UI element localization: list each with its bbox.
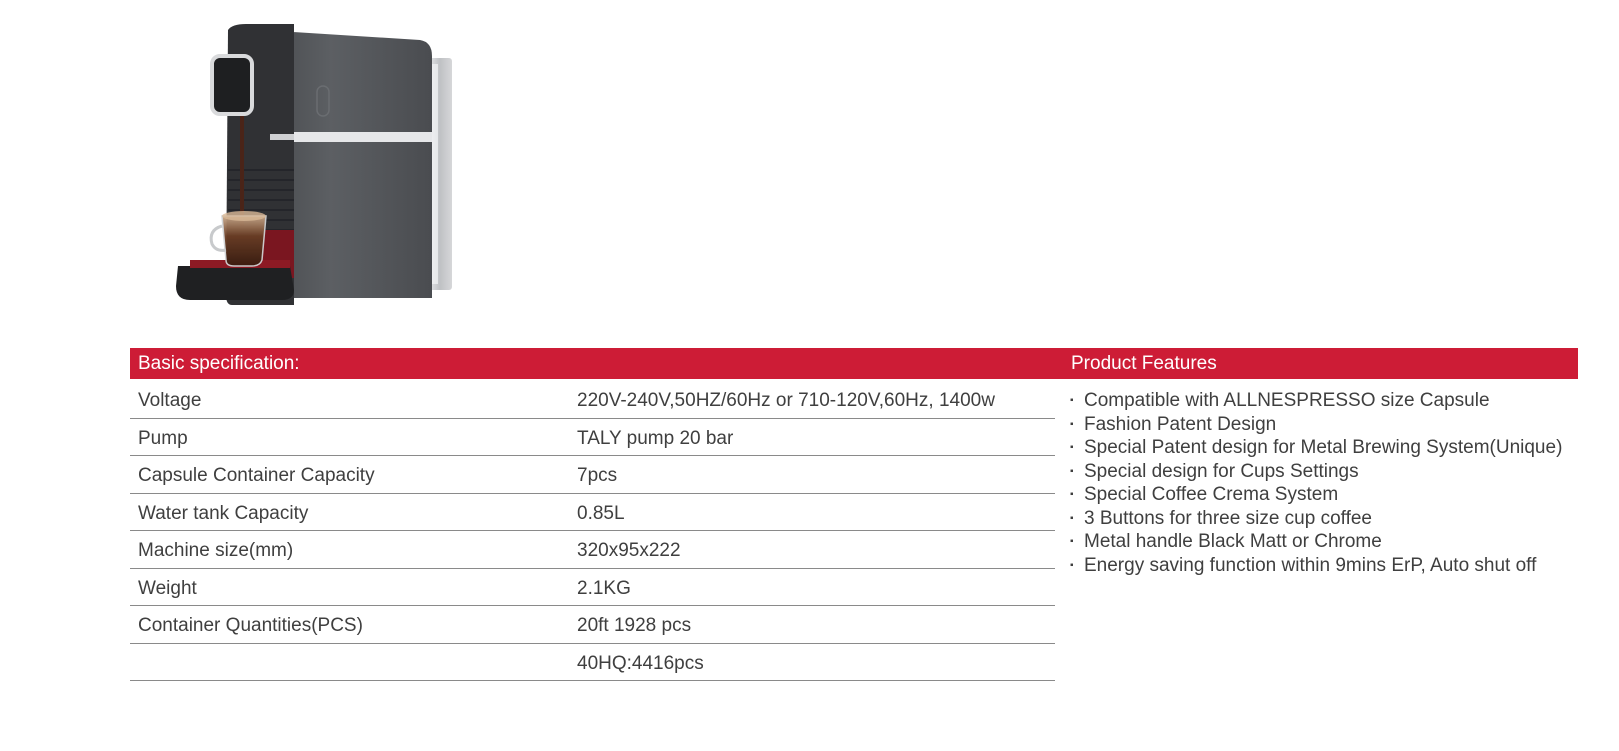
feature-text: Compatible with ALLNESPRESSO size Capsule	[1084, 390, 1490, 411]
list-item	[1070, 483, 1590, 507]
bullet-icon: ▪	[1070, 512, 1074, 524]
bullet-icon: ▪	[1070, 489, 1074, 500]
feature-text: Energy saving function within 9mins ErP, Auto shut off	[1084, 554, 1537, 576]
feature-text: Special Coffee Crema System	[1084, 484, 1339, 505]
feature-text: Special Patent design for Metal Brewing System(Unique)	[1084, 437, 1563, 458]
list-item	[1070, 507, 1590, 531]
table-row	[130, 494, 1055, 532]
features-header: Product Features	[1063, 348, 1578, 379]
spec-label: Capsule Container Capacity	[138, 465, 375, 486]
bullet-icon: ▪	[1070, 418, 1074, 430]
feature-text: Special design for Cups Settings	[1084, 460, 1359, 482]
bullet-icon: ▪	[1070, 442, 1074, 453]
spec-value: 20ft 1928 pcs	[577, 615, 692, 636]
bullet-icon: ▪	[1070, 536, 1074, 547]
spec-label: Container Quantities(PCS)	[138, 615, 363, 636]
espresso-machine-illustration-icon	[170, 20, 490, 315]
spec-value: 7pcs	[577, 465, 618, 486]
list-item	[1070, 460, 1590, 484]
table-row	[130, 606, 1055, 644]
feature-text: Fashion Patent Design	[1084, 413, 1277, 435]
spec-value: TALY pump 20 bar	[577, 427, 734, 449]
table-row	[130, 419, 1055, 457]
table-row	[130, 644, 1055, 682]
table-row	[130, 456, 1055, 494]
table-row	[130, 381, 1055, 419]
list-item	[1070, 530, 1590, 554]
table-row	[130, 569, 1055, 607]
spec-label: Weight	[138, 577, 197, 599]
spec-label: Machine size(mm)	[138, 540, 294, 561]
spec-label: Pump	[138, 427, 188, 449]
features-list	[1070, 389, 1590, 577]
bullet-icon: ▪	[1070, 395, 1074, 406]
feature-text: Metal handle Black Matt or Chrome	[1084, 531, 1382, 552]
table-row	[130, 531, 1055, 569]
list-item	[1070, 436, 1590, 460]
product-image	[170, 20, 490, 315]
list-item	[1070, 389, 1590, 413]
list-item	[1070, 554, 1590, 578]
feature-text: 3 Buttons for three size cup coffee	[1084, 507, 1372, 529]
spec-value: 0.85L	[577, 502, 625, 524]
bullet-icon: ▪	[1070, 559, 1074, 571]
spec-value: 220V-240V,50HZ/60Hz or 710-120V,60Hz, 1400w	[577, 390, 995, 411]
list-item	[1070, 413, 1590, 437]
bullet-icon: ▪	[1070, 465, 1074, 477]
spec-value: 320x95x222	[577, 540, 681, 561]
spec-value: 40HQ:4416pcs	[577, 652, 704, 674]
spec-label: Voltage	[138, 390, 202, 411]
spec-table	[130, 381, 1055, 681]
spec-label: Water tank Capacity	[138, 502, 309, 524]
spec-header: Basic specification:	[130, 348, 1063, 379]
spec-value: 2.1KG	[577, 577, 631, 599]
